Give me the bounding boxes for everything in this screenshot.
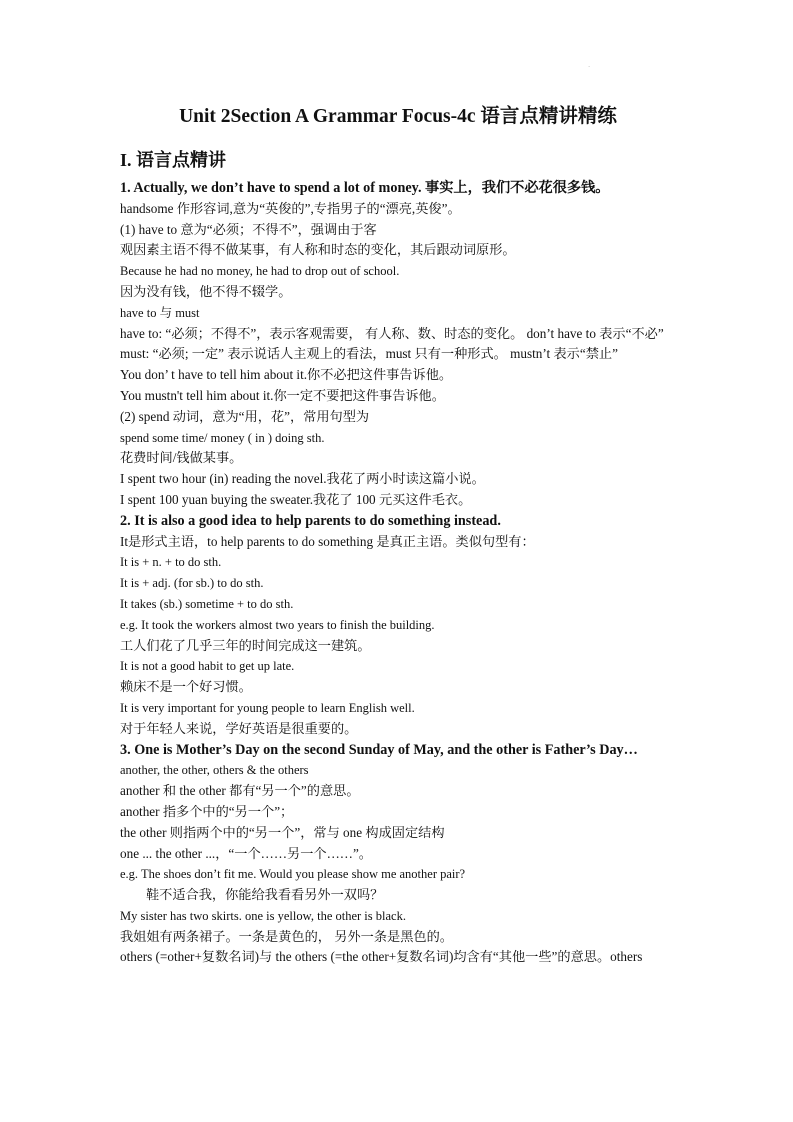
text-line: 赖床不是一个好习惯。 xyxy=(120,679,252,695)
text-line: another 指多个中的“另一个”； xyxy=(120,803,294,819)
text-line: 观因素主语不得不做某事，有人称和时态的变化，其后跟动词原形。 xyxy=(120,242,516,258)
text-line: the other 则指两个中的“另一个”，常与 one 构成固定结构 xyxy=(120,824,445,840)
text-line: have to: “必须；不得不”，表示客观需要， 有人称、数、时态的变化。 don’t have to 表示“不必” xyxy=(120,325,664,341)
text-line: My sister has two skirts. one is yellow, the other is black. xyxy=(120,908,406,923)
document-page xyxy=(120,104,680,968)
point-heading: 3. One is Mother’s Day on the second Sunday of May, and the other is Father’s Day… xyxy=(120,741,638,758)
text-line: others (=other+复数名词)与 the others (=the other+复数名词)均含有“其他一些”的意思。others xyxy=(120,949,643,965)
document-title: Unit 2Section A Grammar Focus-4c 语言点精讲精练 xyxy=(179,106,617,127)
text-line: must: “必须; 一定” 表示说话人主观上的看法，must 只有一种形式。 mustn’t 表示“禁止” xyxy=(120,346,618,362)
text-line: another 和 the other 都有“另一个”的意思。 xyxy=(120,783,360,799)
section-heading: I. 语言点精讲 xyxy=(120,150,227,170)
text-line: another, the other, others & the others xyxy=(120,763,309,778)
text-line: I spent two hour (in) reading the novel.我花了两小时读这篇小说。 xyxy=(120,471,485,487)
text-line: (2) spend 动词，意为“用，花”，常用句型为 xyxy=(120,408,370,424)
text-line: one ... the other ...，“一个……另一个……”。 xyxy=(120,845,372,861)
text-line: It is very important for young people to learn English well. xyxy=(120,700,415,715)
text-line: 鞋不适合我，你能给我看看另外一双吗？ xyxy=(146,887,384,903)
text-line: e.g. The shoes don’t fit me. Would you please show me another pair? xyxy=(120,867,466,882)
point-heading: 1. Actually, we don’t have to spend a lot of money. 事实上，我们不必花很多钱。 xyxy=(120,180,610,196)
text-line: e.g. It took the workers almost two years to finish the building. xyxy=(120,617,435,632)
text-line: You don’ t have to tell him about it.你不必把这件事告诉他。 xyxy=(120,367,453,383)
text-line: Because he had no money, he had to drop out of school. xyxy=(120,264,400,279)
document-body xyxy=(120,178,680,968)
text-line: It is not a good habit to get up late. xyxy=(120,659,295,674)
text-line: It是形式主语，to help parents to do something 是真正主语。类似句型有： xyxy=(120,533,535,549)
text-line: have to 与 must xyxy=(120,305,200,320)
text-line: 花费时间/钱做某事。 xyxy=(120,450,243,466)
text-line: It is + n. + to do sth. xyxy=(120,555,222,570)
header-mark: . xyxy=(588,60,591,69)
text-line: handsome 作形容词,意为“英俊的”,专指男子的“漂亮,英俊”。 xyxy=(120,200,461,216)
text-line: 我姐姐有两条裙子。一条是黄色的， 另外一条是黑色的。 xyxy=(120,928,453,944)
text-line: spend some time/ money ( in ) doing sth. xyxy=(120,430,325,445)
text-line: 工人们花了几乎三年的时间完成这一建筑。 xyxy=(120,637,371,653)
text-line: 对于年轻人来说，学好英语是很重要的。 xyxy=(120,720,358,736)
point-heading: 2. It is also a good idea to help parents to do something instead. xyxy=(120,512,501,529)
text-line: You mustn't tell him about it.你一定不要把这件事告诉他。 xyxy=(120,387,445,403)
text-line: It takes (sb.) sometime + to do sth. xyxy=(120,596,294,611)
text-line: (1) have to 意为“必须；不得不”，强调由于客 xyxy=(120,221,377,237)
text-line: 因为没有钱，他不得不辍学。 xyxy=(120,283,292,299)
text-line: I spent 100 yuan buying the sweater.我花了 100 元买这件毛衣。 xyxy=(120,491,472,507)
text-line: It is + adj. (for sb.) to do sth. xyxy=(120,576,264,591)
